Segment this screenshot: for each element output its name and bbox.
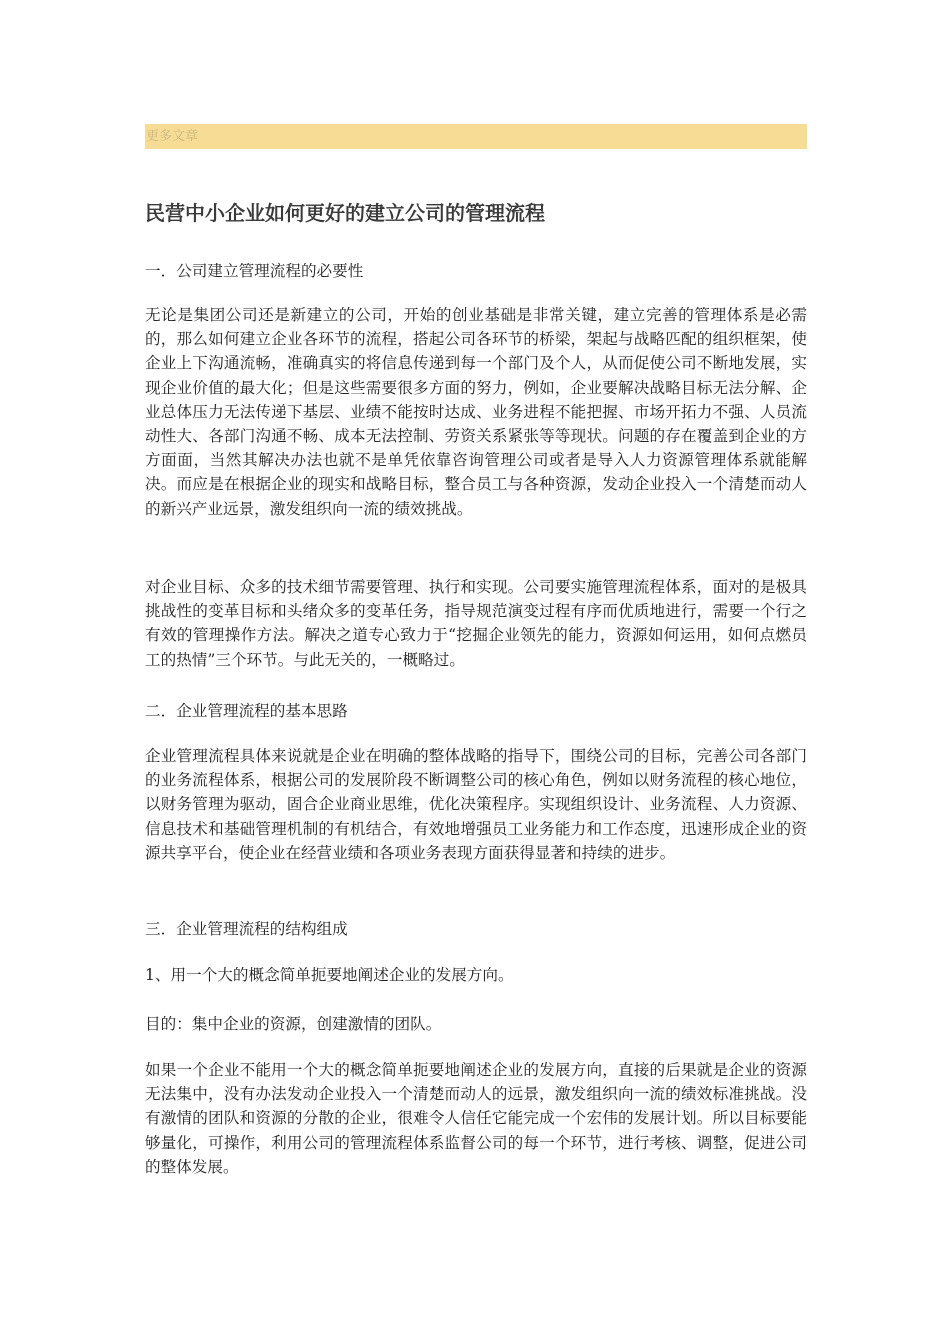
item-1-heading: 1、用一个大的概念简单扼要地阐述企业的发展方向。 <box>145 966 514 984</box>
more-articles-link[interactable]: 更多文章 <box>146 129 199 144</box>
more-articles-bar <box>145 124 807 149</box>
section-2-paragraph-1: 企业管理流程具体来说就是企业在明确的整体战略的指导下，围绕公司的目标，完善公司各部门的业务流程体系，根据公司的发展阶段不断调整公司的核心角色，例如以财务流程的核心地位，以财务管理为驱动，固合企业商业思维，优化决策程序。实现组织设计、业务流程、人力资源、信息技术和基础管理机制的有机结合，有效地增强员工业务能力和工作态度，迅速形成企业的资源共享平台，使企业在经营业绩和各项业务表现方面获得显著和持续的进步。 <box>145 747 807 862</box>
article-title: 民营中小企业如何更好的建立公司的管理流程 <box>145 201 545 225</box>
item-1-purpose: 目的：集中企业的资源，创建激情的团队。 <box>145 1015 442 1033</box>
section-1-paragraph-2: 对企业目标、众多的技术细节需要管理、执行和实现。公司要实施管理流程体系，面对的是极具挑战性的变革目标和头绪众多的变革任务，指导规范演变过程有序而优质地进行，需要一个行之有效的管理操作方法。解决之道专心致力于“挖掘企业领先的能力，资源如何运用，如何点燃员工的热情”三个环节。与此无关的，一概略过。 <box>145 578 807 669</box>
section-3-heading: 三．企业管理流程的结构组成 <box>145 920 348 938</box>
item-1-paragraph-1: 如果一个企业不能用一个大的概念简单扼要地阐述企业的发展方向，直接的后果就是企业的资源无法集中，没有办法发动企业投入一个清楚而动人的远景，激发组织向一流的绩效标准挑战。没有激情的团队和资源的分散的企业，很难令人信任它能完成一个宏伟的发展计划。所以目标要能够量化，可操作，利用公司的管理流程体系监督公司的每一个环节，进行考核、调整，促进公司的整体发展。 <box>145 1061 807 1176</box>
section-2-heading: 二．企业管理流程的基本思路 <box>145 702 348 720</box>
section-1-paragraph-1: 无论是集团公司还是新建立的公司，开始的创业基础是非常关键，建立完善的管理体系是必需的，那么如何建立企业各环节的流程，搭起公司各环节的桥梁，架起与战略匹配的组织框架，使企业上下沟通流畅，准确真实的将信息传递到每一个部门及个人，从而促使公司不断地发展，实现企业价值的最大化；但是这些需要很多方面的努力，例如，企业要解决战略目标无法分解、企业总体压力无法传递下基层、业绩不能按时达成、业务进程不能把握、市场开拓力不强、人员流动性大、各部门沟通不畅、成本无法控制、劳资关系紧张等等现状。问题的存在覆盖到企业的方方面面，当然其解决办法也就不是单凭依靠咨询管理公司或者是导入人力资源管理体系就能解决。而应是在根据企业的现实和战略目标，整合员工与各种资源，发动企业投入一个清楚而动人的新兴产业远景，激发组织向一流的绩效挑战。 <box>145 306 807 518</box>
section-1-heading: 一．公司建立管理流程的必要性 <box>145 262 364 280</box>
